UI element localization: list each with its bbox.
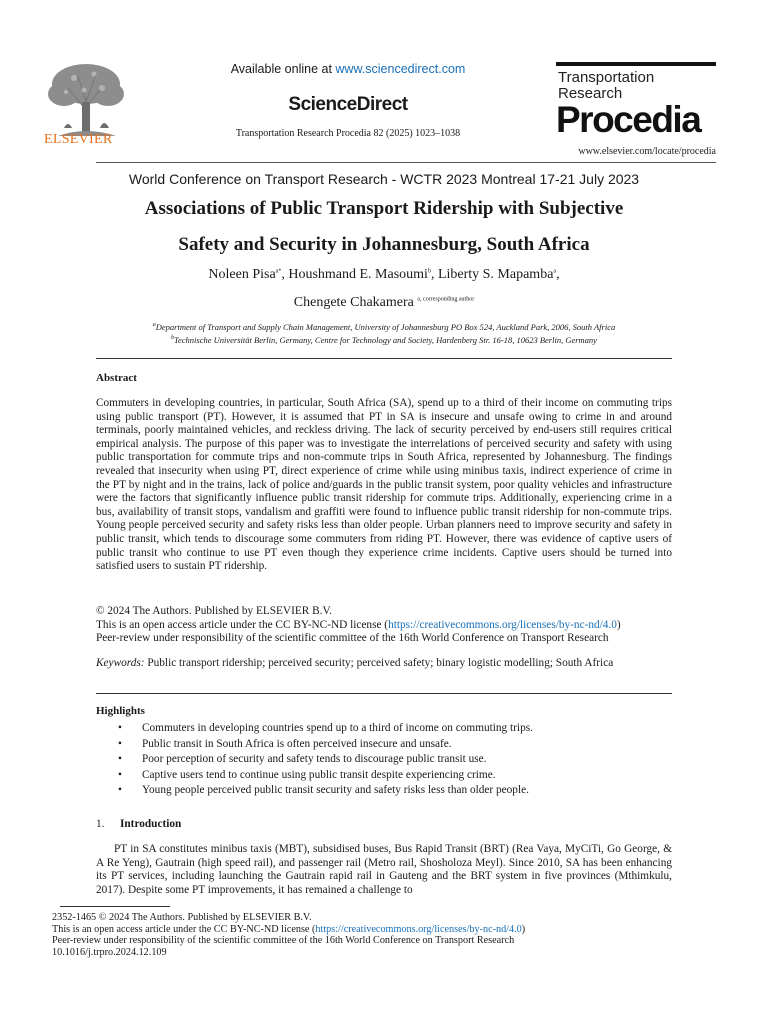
keywords-label: Keywords: xyxy=(96,657,145,669)
keywords-text: Public transport ridership; perceived security; perceived safety; binary logistic modelling; South Africa xyxy=(144,657,614,669)
affiliation-sup: a xyxy=(152,322,156,329)
author-name: Houshmand E. Masoumi xyxy=(288,267,428,282)
journal-logo-line3: Procedia xyxy=(556,99,701,140)
highlights-list xyxy=(96,721,672,799)
license-link[interactable]: https://creativecommons.org/licenses/by-nc-nd/4.0 xyxy=(388,618,617,631)
section-number: 1. xyxy=(96,818,105,830)
abstract-text: Commuters in developing countries, in particular, South Africa (SA), spend up to a third of their income on commuting trips using public transport (PT). However, it is assumed that PT in SA is insecure and unsafe owing to crime in and around terminals, poorly maintained vehicles, and reckless driving. The lack of security perceived by end-users still requires critical empirical analysis. The purpose of this paper was to investigate the interrelations of perceived security and safety with using public transportation for commute trips and non-commute trips in South Africa, represented by Johannesburg. The findings revealed that insecurity when using PT, direct experience of crime while using minibus taxis, indirect experience of crime in the PT by night and in the trains, lack of police and/guards in the public transit system, poor quality vehicles and infrastructure were the factors that significantly influence public transit ridership for commute trips. Additionally, experiencing crime in a bus, availability of transit stops, vandalism and graffiti were found to influence public transit ridership for non-commute trips. Young people perceived security and safety risks less than older people. Urban planners need to improve security and safety in public transit, which tends to discourage some commuters from riding PT. However, there was evidence of captive users of public transit who continue to use PT even though they experience crime incidents. Captive users should be turned into satisfied users to sustain PT ridership. xyxy=(96,397,672,573)
list-item: • Young people perceived public transit security and safety risks less than older people. xyxy=(96,783,672,799)
license-line xyxy=(96,619,696,633)
section-heading xyxy=(96,818,181,830)
journal-logo-line2: Research xyxy=(558,85,623,102)
sciencedirect-link[interactable]: www.sciencedirect.com xyxy=(335,62,466,76)
keywords xyxy=(96,657,672,671)
header-divider xyxy=(96,162,716,163)
author-name: Noleen Pisa xyxy=(208,267,276,282)
journal-logo xyxy=(556,62,716,138)
affiliation-sup: b xyxy=(171,335,175,342)
list-item: • Captive users tend to continue using public transit despite experiencing crime. xyxy=(96,768,672,784)
list-item: • Commuters in developing countries spend up to a third of income on commuting trips. xyxy=(96,721,672,737)
author-list-line1: Noleen Pisa$^{a*}$, Houshmand E. Masoumi$^b$, Liberty S. Mapamba$^a$, xyxy=(208,267,560,282)
paper-title-line1: Associations of Public Transport Ridership with Subjective xyxy=(144,198,624,219)
copyright-block xyxy=(96,605,696,646)
author-sup: a, corresponding author xyxy=(417,296,475,303)
footer-peer-review: Peer-review under responsibility of the scientific committee of the 16th World Conference on Transport Research xyxy=(52,935,515,947)
journal-reference: Transportation Research Procedia 82 (2025) 1023–1038 xyxy=(235,128,461,139)
footer-doi[interactable]: 10.1016/j.trpro.2024.12.109 xyxy=(52,946,167,958)
author-list-line2 xyxy=(0,295,768,311)
author-sup: b xyxy=(427,268,431,275)
affiliation-text: Department of Transport and Supply Chain Management, University of Johannesburg PO Box 524, Auckland Park, 2006, South Africa xyxy=(155,322,616,332)
journal-url[interactable]: www.elsevier.com/locate/procedia xyxy=(578,146,716,157)
author-sup: a* xyxy=(275,268,282,275)
affiliation xyxy=(0,322,768,332)
highlights-heading: Highlights xyxy=(96,705,145,717)
conference-line: World Conference on Transport Research - WCTR 2023 Montreal 17-21 July 2023 xyxy=(128,171,640,187)
introduction-text: PT in SA constitutes minibus taxis (MBT), subsidised buses, Bus Rapid Transit (BRT) (Rea Vaya, MyCiTi, Go George, & A Re Yeng), Gautrain (high speed rail), and passenger rail (Metro rail, Shosholoza Meyl). Since 2010, SA has been enhancing its PT services, including launching the Gautrain rapid rail in Gauteng and the BRT system in five provinces (Mthimkulu, 2017). Despite some PT improvements, it has remained a challenge to xyxy=(96,843,672,896)
footer-license-suffix: ) xyxy=(521,923,526,935)
list-item: • Public transit in South Africa is often perceived insecure and unsafe. xyxy=(96,737,672,753)
journal-logo-line1: Transportation xyxy=(558,69,655,86)
footer-license-label: This is an open access article under the CC BY-NC-ND license ( xyxy=(52,923,316,935)
platform-name: ScienceDirect xyxy=(288,94,408,115)
available-online-label: Available online at xyxy=(230,62,336,76)
section-title: Introduction xyxy=(120,818,182,830)
abstract-top-divider xyxy=(96,358,672,359)
peer-review-line: Peer-review under responsibility of the scientific committee of the 16th World Conference on Transport Research xyxy=(96,632,609,645)
abstract-heading: Abstract xyxy=(96,372,137,384)
license-label: This is an open access article under the CC BY-NC-ND license ( xyxy=(96,618,389,631)
affiliation xyxy=(0,335,768,345)
license-suffix: ) xyxy=(616,618,621,631)
author-sup: a xyxy=(553,268,557,275)
footer-license-link[interactable]: https://creativecommons.org/licenses/by-nc-nd/4.0 xyxy=(315,923,522,935)
abstract-bottom-divider xyxy=(96,693,672,694)
publisher-wordmark: ELSEVIER xyxy=(44,132,113,147)
footer xyxy=(52,912,525,958)
list-item: • Poor perception of security and safety tends to discourage public transit use. xyxy=(96,752,672,768)
paper-title-line2: Safety and Security in Johannesburg, South Africa xyxy=(178,234,590,255)
author-name: Chengete Chakamera xyxy=(293,295,414,310)
affiliation-text: Technische Universität Berlin, Germany, Centre for Technology and Society, Hardenberg Str. 16-18, 10623 Berlin, Germany xyxy=(174,335,597,345)
footer-license xyxy=(52,924,525,936)
footer-issn: 2352-1465 © 2024 The Authors. Published by ELSEVIER B.V. xyxy=(52,912,312,923)
copyright-line: © 2024 The Authors. Published by ELSEVIER B.V. xyxy=(96,605,332,617)
footer-divider xyxy=(60,906,170,907)
author-name: Liberty S. Mapamba xyxy=(437,267,554,282)
